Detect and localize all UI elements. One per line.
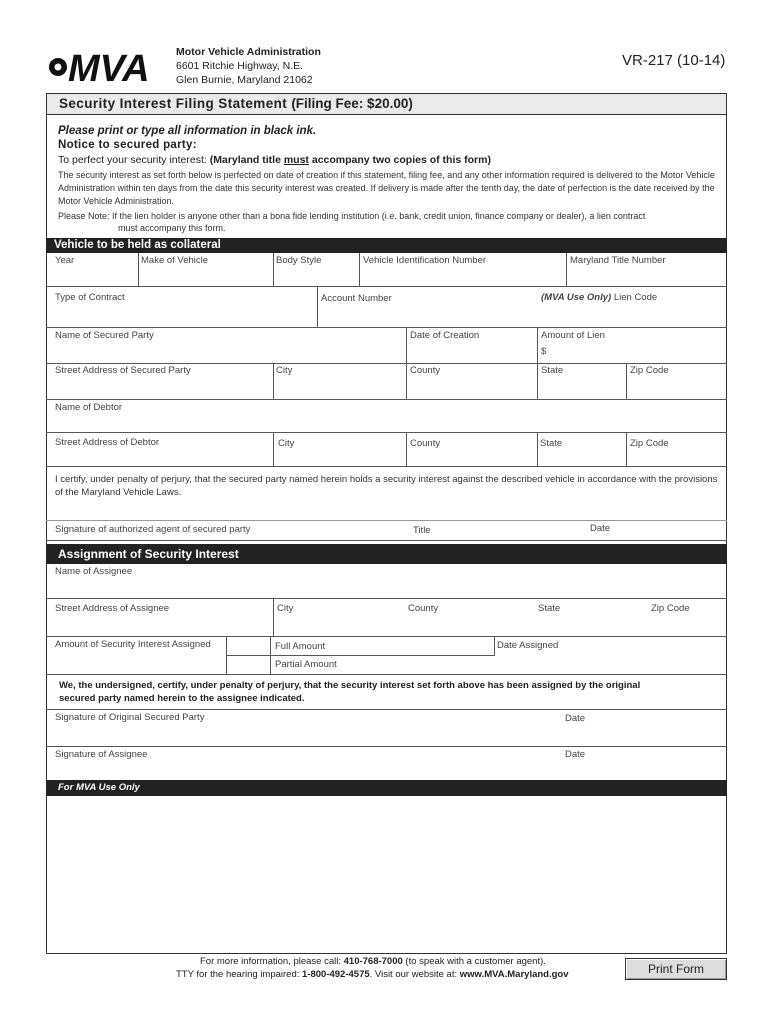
lien-code-field[interactable] xyxy=(541,292,657,303)
secured-county-field[interactable]: County xyxy=(410,365,441,376)
vehicle-section-header: Vehicle to be held as collateral xyxy=(46,238,727,253)
address-line-1: 6601 Ritchie Highway, N.E. xyxy=(176,60,304,72)
lien-note xyxy=(58,210,718,234)
secured-zip-field[interactable]: Zip Code xyxy=(630,365,669,376)
svg-text:MVA: MVA xyxy=(68,48,150,84)
vin-field[interactable]: Vehicle Identification Number xyxy=(363,255,487,266)
footer-phone: 410-768-7000 xyxy=(343,956,403,967)
filing-fee: (Filing Fee: $20.00) xyxy=(291,96,413,111)
footer-tty: 1-800-492-4575 xyxy=(302,969,370,980)
mva-logo xyxy=(46,44,172,84)
form-number: VR-217 (10-14) xyxy=(622,52,726,69)
form-title-text: Security Interest Filing Statement xyxy=(59,96,288,111)
assignee-county-field[interactable]: County xyxy=(408,603,439,614)
date-of-creation-field[interactable]: Date of Creation xyxy=(410,330,480,341)
amount-assigned-field: Amount of Security Interest Assigned xyxy=(55,639,211,650)
assignee-zip-field[interactable]: Zip Code xyxy=(651,603,690,614)
debtor-county-field[interactable]: County xyxy=(410,438,441,449)
amount-of-lien-field[interactable]: Amount of Lien xyxy=(541,330,605,341)
mva-use-only-tag: (MVA Use Only) xyxy=(541,292,612,303)
footer-tty-prefix: TTY for the hearing impaired: xyxy=(176,969,303,980)
perfection-paragraph: The security interest as set forth below is perfected on date of creation if this statement, filing fee, and any other information required is delivered to the Motor Vehicle Administration within ten days from the date this security interest was created. If delivery is made after the tenth day, the date of perfection is the date received by the Motor Vehicle Administration. xyxy=(58,170,715,206)
body-style-field[interactable]: Body Style xyxy=(276,255,322,266)
agent-title-field[interactable]: Title xyxy=(413,525,431,536)
footer-tty-line xyxy=(176,969,569,980)
account-number-field[interactable]: Account Number xyxy=(321,293,392,304)
perfect-bold-b: accompany two copies of this form) xyxy=(308,154,491,166)
make-field[interactable]: Make of Vehicle xyxy=(141,255,209,266)
debtor-state-field[interactable]: State xyxy=(540,438,563,449)
perfect-bold-a: (Maryland title xyxy=(209,154,284,166)
partial-amount-field[interactable]: Partial Amount xyxy=(275,659,337,670)
agent-date-field[interactable]: Date xyxy=(590,523,611,534)
debtor-zip-field[interactable]: Zip Code xyxy=(630,438,669,449)
print-form-button[interactable]: Print Form xyxy=(625,958,727,980)
dollar-sign: $ xyxy=(541,346,547,357)
mva-logo-graphic xyxy=(46,44,172,84)
year-field[interactable]: Year xyxy=(55,255,75,266)
secured-city-field[interactable]: City xyxy=(276,365,293,376)
assignee-name-field[interactable]: Name of Assignee xyxy=(55,566,133,577)
full-amount-field[interactable]: Full Amount xyxy=(275,641,326,652)
mva-use-only-header: For MVA Use Only xyxy=(46,780,727,796)
form-title xyxy=(59,96,413,111)
lien-note-line-2: must accompany this form. xyxy=(118,223,226,233)
footer-phone-prefix: For more information, please call: xyxy=(200,956,344,967)
lien-note-line-1: Please Note: If the lien holder is anyone other than a bona fide lending institution (i.e. bank, credit union, finance company or dealer), a lien contract xyxy=(58,211,646,221)
title-number-field[interactable]: Maryland Title Number xyxy=(570,255,666,266)
secured-state-field[interactable]: State xyxy=(541,365,564,376)
footer-phone-line xyxy=(200,956,546,967)
perfect-prefix: To perfect your security interest: xyxy=(58,154,210,166)
secured-street-field[interactable]: Street Address of Secured Party xyxy=(55,365,191,376)
form-title-bar xyxy=(46,93,727,115)
contract-type-field[interactable]: Type of Contract xyxy=(55,292,125,303)
debtor-name-field[interactable]: Name of Debtor xyxy=(55,402,123,413)
secured-party-name-field[interactable]: Name of Secured Party xyxy=(55,330,154,341)
perfect-instruction xyxy=(58,154,491,166)
address-line-2: Glen Burnie, Maryland 21062 xyxy=(176,74,313,86)
agent-signature-field[interactable]: Signature of authorized agent of secured party xyxy=(55,524,251,535)
date-assigned-field[interactable]: Date Assigned xyxy=(497,640,559,651)
assignee-street-field[interactable]: Street Address of Assignee xyxy=(55,603,170,614)
assignee-signature-field[interactable]: Signature of Assignee xyxy=(55,749,148,760)
debtor-street-field[interactable]: Street Address of Debtor xyxy=(55,437,160,448)
agency-name: Motor Vehicle Administration xyxy=(176,46,321,58)
must-word: must xyxy=(283,154,309,166)
footer-website-prefix: . Visit our website at: xyxy=(369,969,460,980)
debtor-city-field[interactable]: City xyxy=(278,438,295,449)
original-party-signature-field[interactable]: Signature of Original Secured Party xyxy=(55,712,205,723)
footer-website: www.MVA.Maryland.gov xyxy=(459,969,569,980)
secured-party-certification: I certify, under penalty of perjury, that the secured party named herein holds a security interest against the described vehicle in accordance with the provisions of the Maryland Vehicle Laws. xyxy=(55,474,718,498)
lien-code-label: Lien Code xyxy=(611,292,658,303)
assignment-certification: We, the undersigned, certify, under penalty of perjury, that the security interest set forth above has been assigned by the original secured party named herein to the assignee indicated. xyxy=(59,680,641,704)
notice-heading: Notice to secured party: xyxy=(58,139,197,151)
assignee-state-field[interactable]: State xyxy=(538,603,561,614)
ink-instruction: Please print or type all information in black ink. xyxy=(58,125,317,137)
mva-use-only-area xyxy=(46,796,727,954)
assignee-date-field[interactable]: Date xyxy=(565,749,586,760)
assignee-city-field[interactable]: City xyxy=(277,603,294,614)
original-party-date-field[interactable]: Date xyxy=(565,713,586,724)
footer-phone-suffix: (to speak with a customer agent). xyxy=(402,956,546,967)
assignment-section-header: Assignment of Security Interest xyxy=(46,544,727,564)
agency-address xyxy=(176,45,321,87)
